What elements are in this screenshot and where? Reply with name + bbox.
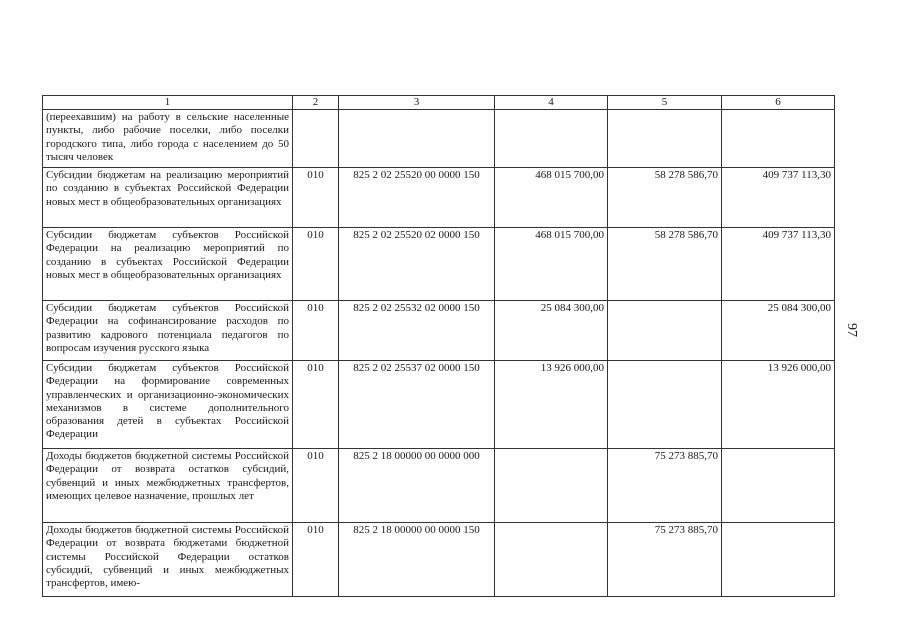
row-col4-cell: 13 926 000,00 bbox=[495, 361, 608, 449]
table-row bbox=[43, 110, 835, 168]
row-col6-cell bbox=[722, 523, 835, 597]
row-col4-cell: 468 015 700,00 bbox=[495, 228, 608, 301]
row-kbk-cell: 825 2 18 00000 00 0000 150 bbox=[339, 523, 495, 597]
header-col-6: 6 bbox=[722, 96, 835, 110]
row-name-cell: (переехавшим) на работу в сельские населенные пункты, либо рабочие поселки, либо поселки городского типа, либо города с населением до 50 тысяч человек bbox=[43, 110, 293, 168]
row-code-cell: 010 bbox=[293, 301, 339, 361]
row-col4-cell bbox=[495, 523, 608, 597]
row-col5-cell bbox=[608, 361, 722, 449]
row-name-cell: Субсидии бюджетам на реализацию мероприятий по созданию в субъектах Российской Федерации новых мест в общеобразовательных организациях bbox=[43, 168, 293, 228]
row-col6-cell bbox=[722, 449, 835, 523]
row-col4-cell: 25 084 300,00 bbox=[495, 301, 608, 361]
row-code-cell bbox=[293, 110, 339, 168]
row-col6-cell: 409 737 113,30 bbox=[722, 168, 835, 228]
row-kbk-cell: 825 2 02 25537 02 0000 150 bbox=[339, 361, 495, 449]
row-kbk-cell: 825 2 18 00000 00 0000 000 bbox=[339, 449, 495, 523]
row-col6-cell: 409 737 113,30 bbox=[722, 228, 835, 301]
table-row bbox=[43, 523, 835, 597]
row-col6-cell: 25 084 300,00 bbox=[722, 301, 835, 361]
row-col4-cell bbox=[495, 449, 608, 523]
row-name-cell: Доходы бюджетов бюджетной системы Российской Федерации от возврата остатков субсидий, субвенций и иных межбюджетных трансфертов, имеющих целевое назначение, прошлых лет bbox=[43, 449, 293, 523]
header-col-3: 3 bbox=[339, 96, 495, 110]
row-col5-cell bbox=[608, 110, 722, 168]
row-col4-cell bbox=[495, 110, 608, 168]
budget-table-container bbox=[42, 95, 834, 597]
header-col-2: 2 bbox=[293, 96, 339, 110]
row-col6-cell: 13 926 000,00 bbox=[722, 361, 835, 449]
row-kbk-cell: 825 2 02 25520 00 0000 150 bbox=[339, 168, 495, 228]
budget-income-table bbox=[42, 95, 835, 597]
row-code-cell: 010 bbox=[293, 523, 339, 597]
row-kbk-cell bbox=[339, 110, 495, 168]
row-name-cell: Доходы бюджетов бюджетной системы Российской Федерации от возврата бюджетами бюджетной системы Российской Федерации остатков субсидий, субвенций и иных межбюджетных трансфертов, имею- bbox=[43, 523, 293, 597]
row-code-cell: 010 bbox=[293, 168, 339, 228]
row-col5-cell: 75 273 885,70 bbox=[608, 449, 722, 523]
table-row bbox=[43, 168, 835, 228]
row-name-cell: Субсидии бюджетам субъектов Российской Федерации на реализацию мероприятий по созданию в субъектах Российской Федерации новых мест в общеобразовательных организациях bbox=[43, 228, 293, 301]
row-kbk-cell: 825 2 02 25532 02 0000 150 bbox=[339, 301, 495, 361]
table-row bbox=[43, 301, 835, 361]
row-kbk-cell: 825 2 02 25520 02 0000 150 bbox=[339, 228, 495, 301]
row-col6-cell bbox=[722, 110, 835, 168]
row-col5-cell bbox=[608, 301, 722, 361]
table-header-row bbox=[43, 96, 835, 110]
row-col5-cell: 58 278 586,70 bbox=[608, 168, 722, 228]
header-col-4: 4 bbox=[495, 96, 608, 110]
row-col5-cell: 58 278 586,70 bbox=[608, 228, 722, 301]
row-code-cell: 010 bbox=[293, 361, 339, 449]
row-col4-cell: 468 015 700,00 bbox=[495, 168, 608, 228]
row-col5-cell: 75 273 885,70 bbox=[608, 523, 722, 597]
table-row bbox=[43, 449, 835, 523]
page-number: 97 bbox=[844, 323, 859, 337]
table-row bbox=[43, 228, 835, 301]
row-code-cell: 010 bbox=[293, 449, 339, 523]
header-col-1: 1 bbox=[43, 96, 293, 110]
header-col-5: 5 bbox=[608, 96, 722, 110]
table-row bbox=[43, 361, 835, 449]
row-code-cell: 010 bbox=[293, 228, 339, 301]
row-name-cell: Субсидии бюджетам субъектов Российской Федерации на софинансирование расходов по развитию кадрового потенциала педагогов по вопросам изучения русского языка bbox=[43, 301, 293, 361]
row-name-cell: Субсидии бюджетам субъектов Российской Федерации на формирование современных управленческих и организационно-экономических механизмов в системе дополнительного образования детей в субъектах Российской Федерации bbox=[43, 361, 293, 449]
